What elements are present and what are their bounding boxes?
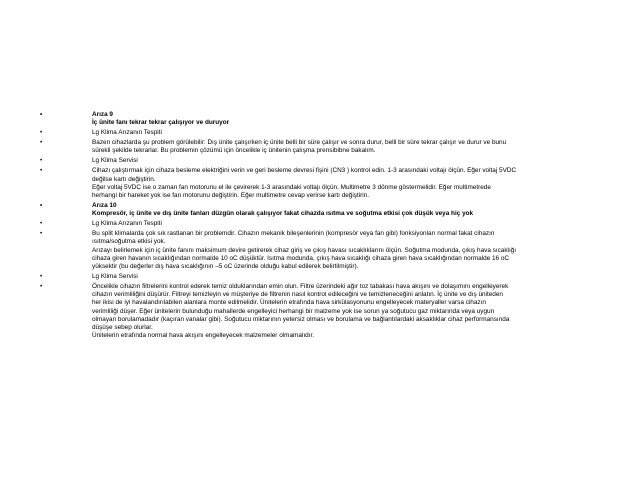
bullet-dot: • (40, 220, 43, 228)
item-line: Cihazı çalıştırmak için cihaza besleme elektriğini verin ve geri besleme devresi fişini (CN3 ) kontrol edin. 1-3 arasındaki voltajı ölçün. Eğer voltaj 5VDC (92, 167, 517, 175)
item-line: herhangi bir hareket yok ise fan motorunu değiştirin. Eğer multimetre cevap verirse kartı değiştirin. (92, 192, 370, 200)
list-item (40, 283, 612, 340)
item-line: cihazın verimliliğini düşürür. Filtreyi temizleyin ve müşteriye de filtrenin nasıl kontrol edileceğini ve temizleneceğini anlatın. İç ünite ve dış üniteden (92, 291, 503, 299)
bullet-dot: • (40, 202, 43, 210)
item-line: verimliliği düşer. Eğer ünitelerin bulunduğu mahallerde engelleyici herhangi bir malzeme yok ise sorun ya soğutucu gaz miktarında veya uygun (92, 307, 495, 315)
bullet-dot: • (40, 273, 43, 281)
bullet-dot: • (40, 111, 43, 118)
list-item (40, 167, 612, 200)
list-item (40, 129, 612, 137)
bullet-dot: • (40, 129, 43, 137)
item-line: düşüşe sebep olurlar. (92, 324, 153, 332)
item-line: İç ünite fanı tekrar tekrar çalışıyor ve duruyor (92, 119, 230, 127)
bullet-list (40, 111, 612, 342)
list-item (40, 220, 612, 228)
bullet-dot: • (40, 157, 43, 165)
item-line: cihaza giren havanın sıcaklığından normalde 10 oC düşüktür. Isıtma modunda, çıkış hava sıcaklığı cihaza giren hava sıcaklığından normalde 16 oC (92, 254, 510, 262)
item-line: her ikisi de iyi havalandırılabilen alanlara monte edilmelidir. Ünitelerin etrafında hava sirkülasyonunu engelleyecek materyaller varsa cihazın (92, 299, 486, 307)
item-line: Lg Klima Arızanın Tespiti (92, 129, 162, 137)
item-line: Arıza 9 (92, 111, 113, 118)
item-line: Lg Klima Servisi (92, 157, 138, 165)
item-line: Arızayı belirlemek için iç ünite fanını maksimum devire getirerek cihaz giriş ve çıkış havası sıcaklıklarını ölçün. Soğutma modunda, çıkış hava sıcaklığı (92, 246, 517, 254)
item-line: Bu split klimalarda çok sık rastlanan bir problemdir. Cihazın mekanik bileşenlerinin (kompresör veya fan gibi) fonksiyonları normal fakat cihazın (92, 230, 495, 238)
item-line: Bazen cihazlarda şu problem görülebilir: Dış ünite çalışırken iç ünite belli bir süre çalışır ve sonra durur, belli bir süre tekrar çalışır ve durur ve bunu (92, 139, 507, 147)
item-line: yüksektir (bu değerler dış hava sıcaklığının –5 oC üzerinde olduğu kabul edilerek belirtilmiştir). (92, 263, 359, 271)
list-item (40, 139, 612, 155)
item-line: Lg Klima Arızanın Tespiti (92, 220, 162, 228)
list-item (40, 157, 612, 165)
item-line: Eğer voltaj 5VDC ise o zaman fan motorunu el ile çevirerek 1-3 arasındaki voltajı ölçün. Multimetre 3 dönme göstermelidir. Eğer multimetrede (92, 183, 491, 191)
item-line: ısıtma/soğutma etkisi yok. (92, 238, 166, 246)
list-item (40, 273, 612, 281)
bullet-dot: • (40, 283, 43, 291)
item-line: olmayan borulamadadır (kaçıran vanalar gibi). Soğutucu miktarının yetersiz olması ve borulama ve bağlantılardaki aksaklıklar cihaz performansında (92, 315, 510, 323)
bullet-dot: • (40, 167, 43, 175)
item-line: Ünitelerin etrafında normal hava akışını engelleyecek malzemeler olmamalıdır. (92, 332, 315, 340)
list-item (40, 230, 612, 271)
list-item (40, 111, 612, 127)
item-line: değilse kartı değiştirin. (92, 175, 156, 183)
item-line: Lg Klima Servisi (92, 273, 138, 281)
item-line: sürekli şekilde tekrarlar. Bu problemin çözümü için öncelikle iç ünitenin çalışma prensibibne bakalım. (92, 147, 376, 155)
item-line: Kompresör, iç ünite ve dış ünite fanları düzgün olarak çalışıyor fakat cihazda ısıtma ve soğutma etkisi çok düşük veya hiç yok (92, 210, 474, 218)
bullet-dot: • (40, 230, 43, 238)
bullet-dot: • (40, 139, 43, 147)
item-line: Arıza 10 (92, 202, 117, 210)
item-line: Öncelikle cihazın filtrelerini kontrol ederek temiz olduklarından emin olun. Filtre üzerindeki ağır toz tabakası hava akışını ve dolaşımını engelleyerek (92, 283, 509, 291)
list-item (40, 202, 612, 218)
